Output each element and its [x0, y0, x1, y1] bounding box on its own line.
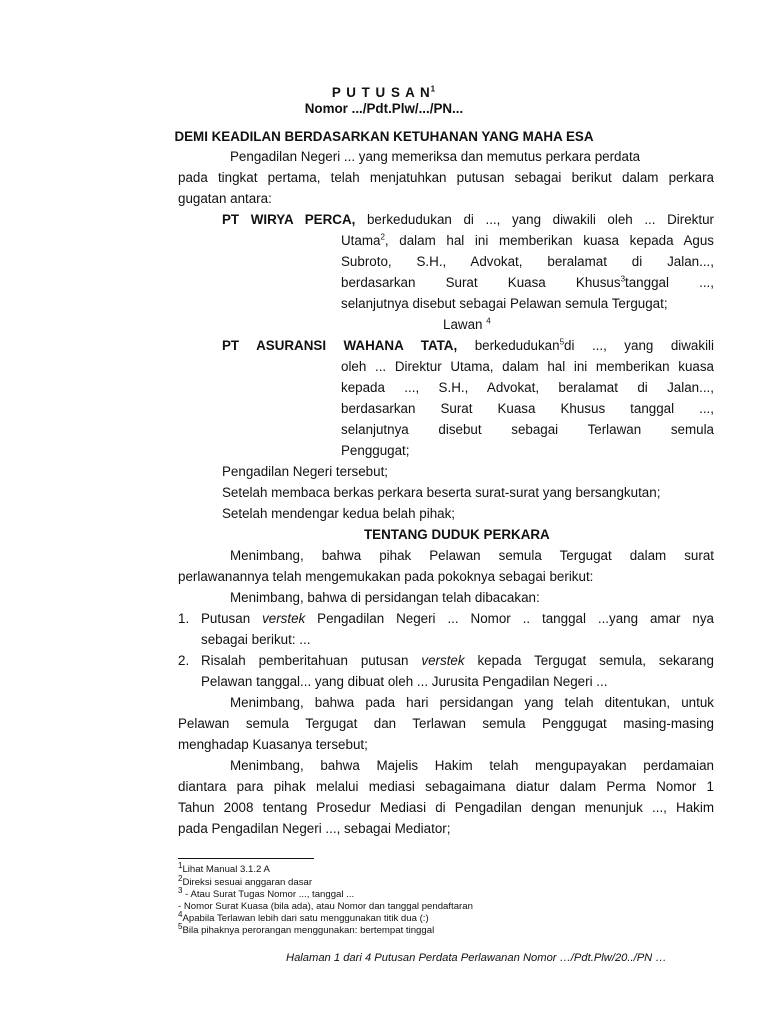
terlawan-diwakili: di ..., yang diwakili	[564, 338, 714, 353]
pelawan-line-5: selanjutnya disebut sebagai Pelawan semula Tergugat;	[341, 296, 668, 311]
terlawan-name: PT ASURANSI WAHANA TATA,	[222, 338, 458, 353]
demi-keadilan-heading: DEMI KEADILAN BERDASARKAN KETUHANAN YANG MAHA ESA	[174, 129, 594, 144]
list-item-2-a: Risalah pemberitahuan putusan	[201, 653, 422, 668]
para2: Menimbang, bahwa di persidangan telah dibacakan:	[230, 590, 540, 605]
pelawan-surat-kuasa: berdasarkan Surat Kuasa Khusus	[341, 275, 621, 290]
intro-line-2: pada tingkat pertama, telah menjatuhkan putusan sebagai berikut dalam perkara	[178, 170, 714, 185]
footnote-1-num: 1	[178, 860, 183, 870]
footnote-2	[178, 873, 313, 889]
pelawan-line-2	[341, 232, 714, 250]
para1-line-1: Menimbang, bahwa pihak Pelawan semula Tergugat dalam surat	[230, 548, 714, 563]
footnote-5	[178, 921, 435, 937]
para1-line-2: perlawanannya telah mengemukakan pada pokoknya sebagai berikut:	[178, 569, 594, 584]
terlawan-berkedudukan: berkedudukan	[474, 338, 560, 353]
list-item-1-em: verstek	[262, 611, 306, 626]
para3-line-2: Pelawan semula Tergugat dan Terlawan semula Penggugat masing-masing	[178, 716, 714, 731]
footnote-1-text: Lihat Manual 3.1.2 A	[182, 864, 270, 875]
list-item-2-em: verstek	[421, 653, 465, 668]
footnote-3-text: - Atau Surat Tugas Nomor ..., tanggal ...	[182, 889, 355, 900]
intro-line-3: gugatan antara:	[178, 191, 272, 206]
terlawan-line-2: oleh ... Direktur Utama, dalam hal ini memberikan kuasa	[341, 359, 714, 374]
pelawan-line-1: berkedudukan di ..., yang diwakili oleh ... Direktur	[366, 212, 714, 227]
intro-line-1	[230, 148, 714, 166]
list-item-1-b: Pengadilan Negeri ... Nomor .. tanggal ...yang amar nya	[305, 611, 714, 626]
footnote-ref-5: 5	[559, 337, 565, 347]
footnote-ref-4: 4	[486, 316, 491, 326]
intro-text-1: Pengadilan Negeri ... yang memeriksa dan memutus perkara perdata	[230, 149, 641, 164]
pelawan-tanggal: tanggal ...,	[625, 275, 714, 290]
para3-line-1: Menimbang, bahwa pada hari persidangan yang telah ditentukan, untuk	[230, 695, 714, 710]
footnote-5-text: Bila pihaknya perorangan menggunakan: bertempat tinggal	[182, 925, 435, 936]
footnote-ref-3: 3	[620, 274, 626, 284]
footnote-ref-2: 2	[380, 232, 385, 242]
list-num-1: 1.	[178, 611, 190, 626]
lawan-label	[443, 316, 491, 334]
para4-line-3: Tahun 2008 tentang Prosedur Mediasi di Pengadilan dengan menunjuk ..., Hakim	[178, 800, 714, 815]
pelawan-line-3: Subroto, S.H., Advokat, beralamat di Jalan...,	[341, 254, 714, 269]
footnote-separator	[178, 858, 314, 859]
terlawan-line-4: berdasarkan Surat Kuasa Khusus tanggal ...,	[341, 401, 714, 416]
pelawan-first-line	[222, 211, 714, 229]
title-footnote-ref: 1	[430, 84, 437, 94]
page-footer: Halaman 1 dari 4 Putusan Perdata Perlawanan Nomor …/Pdt.Plw/20../PN …	[286, 952, 667, 964]
list-num-2: 2.	[178, 653, 190, 668]
list-item-1-cont: sebagai berikut: ...	[201, 632, 311, 647]
lawan-text: Lawan	[443, 317, 483, 332]
para3-line-3: menghadap Kuasanya tersebut;	[178, 737, 368, 752]
footnote-4	[178, 909, 429, 925]
footnote-2-text: Direksi sesuai anggaran dasar	[182, 877, 313, 888]
footnote-4-text: Apabila Terlawan lebih dari satu menggunakan titik dua (:)	[182, 913, 429, 924]
footnote-3-num: 3	[178, 885, 183, 895]
terlawan-line-3: kepada ..., S.H., Advokat, beralamat di Jalan...,	[341, 380, 714, 395]
terlawan-line-5: selanjutnya disebut sebagai Terlawan semula	[341, 422, 714, 437]
footnote-3b-text: - Nomor Surat Kuasa (bila ada), atau Nomor dan tanggal pendaftaran	[178, 901, 473, 912]
footnote-2-num: 2	[178, 873, 183, 883]
pelawan-name: PT WIRYA PERCA,	[222, 212, 356, 227]
case-number: Nomor .../Pdt.Plw/.../PN...	[304, 101, 464, 116]
after-parties-1: Pengadilan Negeri tersebut;	[222, 464, 389, 479]
terlawan-first-line	[222, 337, 714, 355]
footnote-4-num: 4	[178, 909, 183, 919]
list-item-2-cont: Pelawan tanggal... yang dibuat oleh ... Jurusita Pengadilan Negeri ...	[201, 674, 608, 689]
pelawan-kuasa-text: , dalam hal ini memberikan kuasa kepada Agus	[384, 233, 714, 248]
pelawan-line-4	[341, 274, 714, 292]
footnote-3	[178, 885, 355, 901]
list-item-1-a: Putusan	[201, 611, 263, 626]
title-text: P U T U S A N	[331, 85, 431, 100]
terlawan-line-6: Penggugat;	[341, 443, 410, 458]
para4-line-2: diantara para pihak melalui mediasi sebagaimana diatur dalam Perma Nomor 1	[178, 779, 714, 794]
list-item-2	[201, 652, 714, 670]
tentang-heading: TENTANG DUDUK PERKARA	[364, 527, 550, 542]
para4-line-1: Menimbang, bahwa Majelis Hakim telah mengupayakan perdamaian	[230, 758, 714, 773]
footnote-3b	[178, 901, 473, 913]
list-item-2-b: kepada Tergugat semula, sekarang	[464, 653, 714, 668]
after-parties-2: Setelah membaca berkas perkara beserta surat-surat yang bersangkutan;	[222, 485, 661, 500]
footnote-1	[178, 860, 270, 876]
para4-line-4: pada Pengadilan Negeri ..., sebagai Mediator;	[178, 821, 451, 836]
footnote-5-num: 5	[178, 921, 183, 931]
list-item-1	[201, 610, 714, 628]
pelawan-utama: Utama	[341, 233, 381, 248]
after-parties-3: Setelah mendengar kedua belah pihak;	[222, 506, 456, 521]
